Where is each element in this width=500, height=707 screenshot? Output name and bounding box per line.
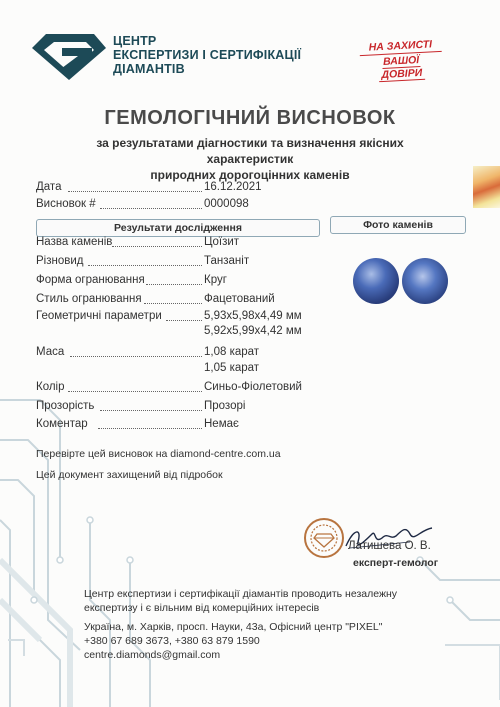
conclusion-number-label: Висновок #	[36, 198, 96, 210]
clarity-value: Прозорі	[204, 400, 246, 412]
statement-line-2: експертизу і є вільним від комерційних інтересів	[84, 602, 320, 614]
geometry-row	[36, 309, 318, 323]
stamp-line-1: НА ЗАХИСТІ	[359, 38, 442, 56]
document-subtitle	[60, 135, 440, 183]
mass-value-1: 1,08 карат	[204, 346, 260, 358]
subtitle-line-1: за результатами діагностики та визначення якісних характеристик	[96, 136, 404, 166]
contact-block	[84, 620, 382, 662]
verify-text: Перевірте цей висновок на	[36, 448, 171, 460]
color-value: Синьо-Фіолетовий	[204, 381, 302, 393]
hologram-sticker	[473, 166, 500, 208]
independence-statement	[84, 587, 397, 615]
color-label: Колір	[36, 381, 65, 393]
results-header: Результати дослідження	[36, 219, 320, 237]
cut-shape-row	[36, 273, 318, 287]
address-text: Україна, м. Харків, просп. Науки, 43а, Офісний центр "PIXEL"	[84, 621, 383, 633]
verify-note	[36, 448, 281, 460]
conclusion-number-value: 0000098	[204, 198, 249, 210]
mass-value-2: 1,05 карат	[204, 362, 260, 374]
stamp-line-2: ВАШОЇ	[382, 54, 420, 68]
comment-row	[36, 417, 318, 431]
date-label: Дата	[36, 181, 62, 193]
protection-note: Цей документ захищений від підробок	[36, 469, 223, 481]
document-title: ГЕМОЛОГІЧНИЙ ВИСНОВОК	[104, 107, 396, 129]
org-line-3: ДІАМАНТІВ	[113, 62, 185, 76]
cut-style-label: Стиль огранювання	[36, 293, 142, 305]
stone-name-label: Назва каменів	[36, 236, 113, 248]
verify-site-link[interactable]: diamond-centre.com.ua	[170, 448, 281, 460]
gemstone-photo-2	[402, 258, 448, 304]
expert-name: Латишева О. В.	[348, 540, 431, 552]
photo-header: Фото каменів	[330, 216, 466, 234]
statement-line-1: Центр експертизи і сертифікації діамантів проводить незалежну	[84, 588, 398, 600]
trust-stamp	[359, 38, 443, 82]
cut-shape-label: Форма огранювання	[36, 274, 145, 286]
comment-value: Немає	[204, 418, 239, 430]
email-link[interactable]: centre.diamonds@gmail.com	[84, 649, 221, 661]
color-row	[36, 380, 318, 394]
geometry-label: Геометричні параметри	[36, 310, 162, 322]
gemstone-photo-1	[353, 258, 399, 304]
variety-row	[36, 254, 318, 268]
comment-label: Коментар	[36, 418, 88, 430]
org-line-2: ЕКСПЕРТИЗИ І СЕРТИФІКАЦІЇ	[113, 48, 302, 62]
subtitle-line-2: природних дорогоцінних каменів	[150, 168, 350, 182]
variety-label: Різновид	[36, 255, 84, 267]
clarity-label: Прозорість	[36, 400, 95, 412]
expert-title: експерт-гемолог	[353, 557, 439, 569]
expert-seal-icon	[303, 517, 345, 559]
date-value: 16.12.2021	[204, 181, 262, 193]
organization-name	[113, 34, 301, 76]
mass-row	[36, 345, 318, 359]
diamond-logo-icon	[32, 30, 106, 80]
conclusion-number-row	[36, 197, 318, 211]
geometry-value-2: 5,92x5,99x4,42 мм	[204, 325, 302, 337]
stone-name-row	[36, 235, 318, 249]
phone-numbers[interactable]: +380 67 689 3673, +380 63 879 1590	[84, 635, 260, 647]
geometry-value-1: 5,93x5,98x4,49 мм	[204, 310, 302, 322]
org-line-1: ЦЕНТР	[113, 34, 157, 48]
cut-style-value: Фацетований	[204, 293, 275, 305]
clarity-row	[36, 399, 318, 413]
date-row	[36, 180, 318, 194]
cut-style-row	[36, 292, 318, 306]
stamp-line-3: ДОВІРИ	[379, 67, 426, 82]
mass-label: Маса	[36, 346, 65, 358]
variety-value: Танзаніт	[204, 255, 250, 267]
stone-name-value: Цоїзит	[204, 236, 240, 248]
cut-shape-value: Круг	[204, 274, 227, 286]
